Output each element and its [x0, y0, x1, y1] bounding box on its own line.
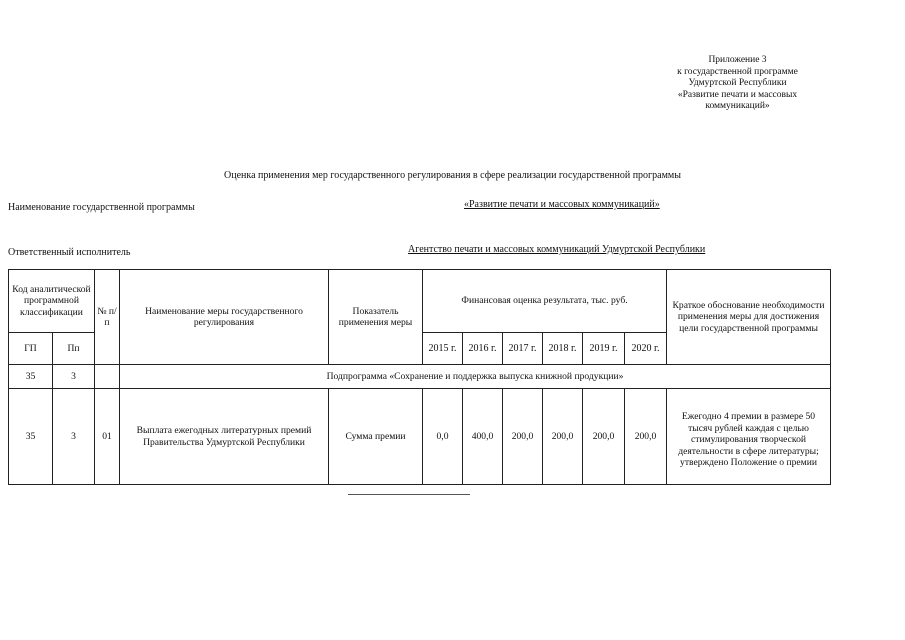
row-value: 400,0	[463, 389, 503, 485]
program-name: «Развитие печати и массовых коммуникаций»	[464, 199, 660, 210]
row-value: 200,0	[503, 389, 543, 485]
year-header: 2018 г.	[543, 333, 583, 365]
row-gp: 35	[9, 389, 53, 485]
finance-header: Финансовая оценка результата, тыс. руб.	[423, 270, 667, 333]
indicator-header: Показатель применения меры	[329, 270, 423, 365]
annex-line: коммуникаций»	[705, 101, 770, 111]
row-value: 200,0	[543, 389, 583, 485]
row-pp: 3	[53, 389, 95, 485]
document-title: Оценка применения мер государственного регулирования в сфере реализации государственной программы	[224, 170, 681, 181]
subprogram-gp: 35	[9, 365, 53, 389]
num-header: № п/п	[95, 270, 120, 365]
row-indicator: Сумма премии	[329, 389, 423, 485]
row-num: 01	[95, 389, 120, 485]
footnote-divider	[348, 494, 470, 495]
year-header: 2020 г.	[625, 333, 667, 365]
gp-header: ГП	[9, 333, 53, 365]
annex-line: Приложение 3	[708, 55, 767, 65]
executor-name: Агентство печати и массовых коммуникаций Удмуртской Республики	[408, 244, 706, 255]
justification-header: Краткое обоснование необходимости применения меры для достижения цели государственной программы	[667, 270, 831, 365]
year-header: 2015 г.	[423, 333, 463, 365]
year-header: 2019 г.	[583, 333, 625, 365]
year-header: 2017 г.	[503, 333, 543, 365]
measure-header: Наименование меры государственного регулирования	[120, 270, 329, 365]
annex-line: «Развитие печати и массовых	[677, 89, 798, 100]
annex-line: Удмуртской Республики	[688, 78, 787, 88]
subprogram-title: Подпрограмма «Сохранение и поддержка выпуска книжной продукции»	[120, 365, 831, 389]
row-value: 200,0	[625, 389, 667, 485]
row-value: 0,0	[423, 389, 463, 485]
code-header: Код аналитической программной классификации	[9, 270, 95, 333]
year-header: 2016 г.	[463, 333, 503, 365]
row-measure: Выплата ежегодных литературных премий Правительства Удмуртской Республики	[120, 389, 329, 485]
annex-line: к государственной программе	[677, 66, 798, 77]
measures-table	[8, 269, 831, 485]
row-justification: Ежегодно 4 премии в размере 50 тысяч рублей каждая с целью стимулирования творческой деятельности в сфере литературы; утверждено Положение о премии	[667, 389, 831, 485]
annex-header	[610, 55, 865, 113]
subprogram-pp: 3	[53, 365, 95, 389]
program-label: Наименование государственной программы	[8, 202, 195, 213]
subprogram-num	[95, 365, 120, 389]
executor-label: Ответственный исполнитель	[8, 247, 131, 258]
row-value: 200,0	[583, 389, 625, 485]
pp-header: Пп	[53, 333, 95, 365]
